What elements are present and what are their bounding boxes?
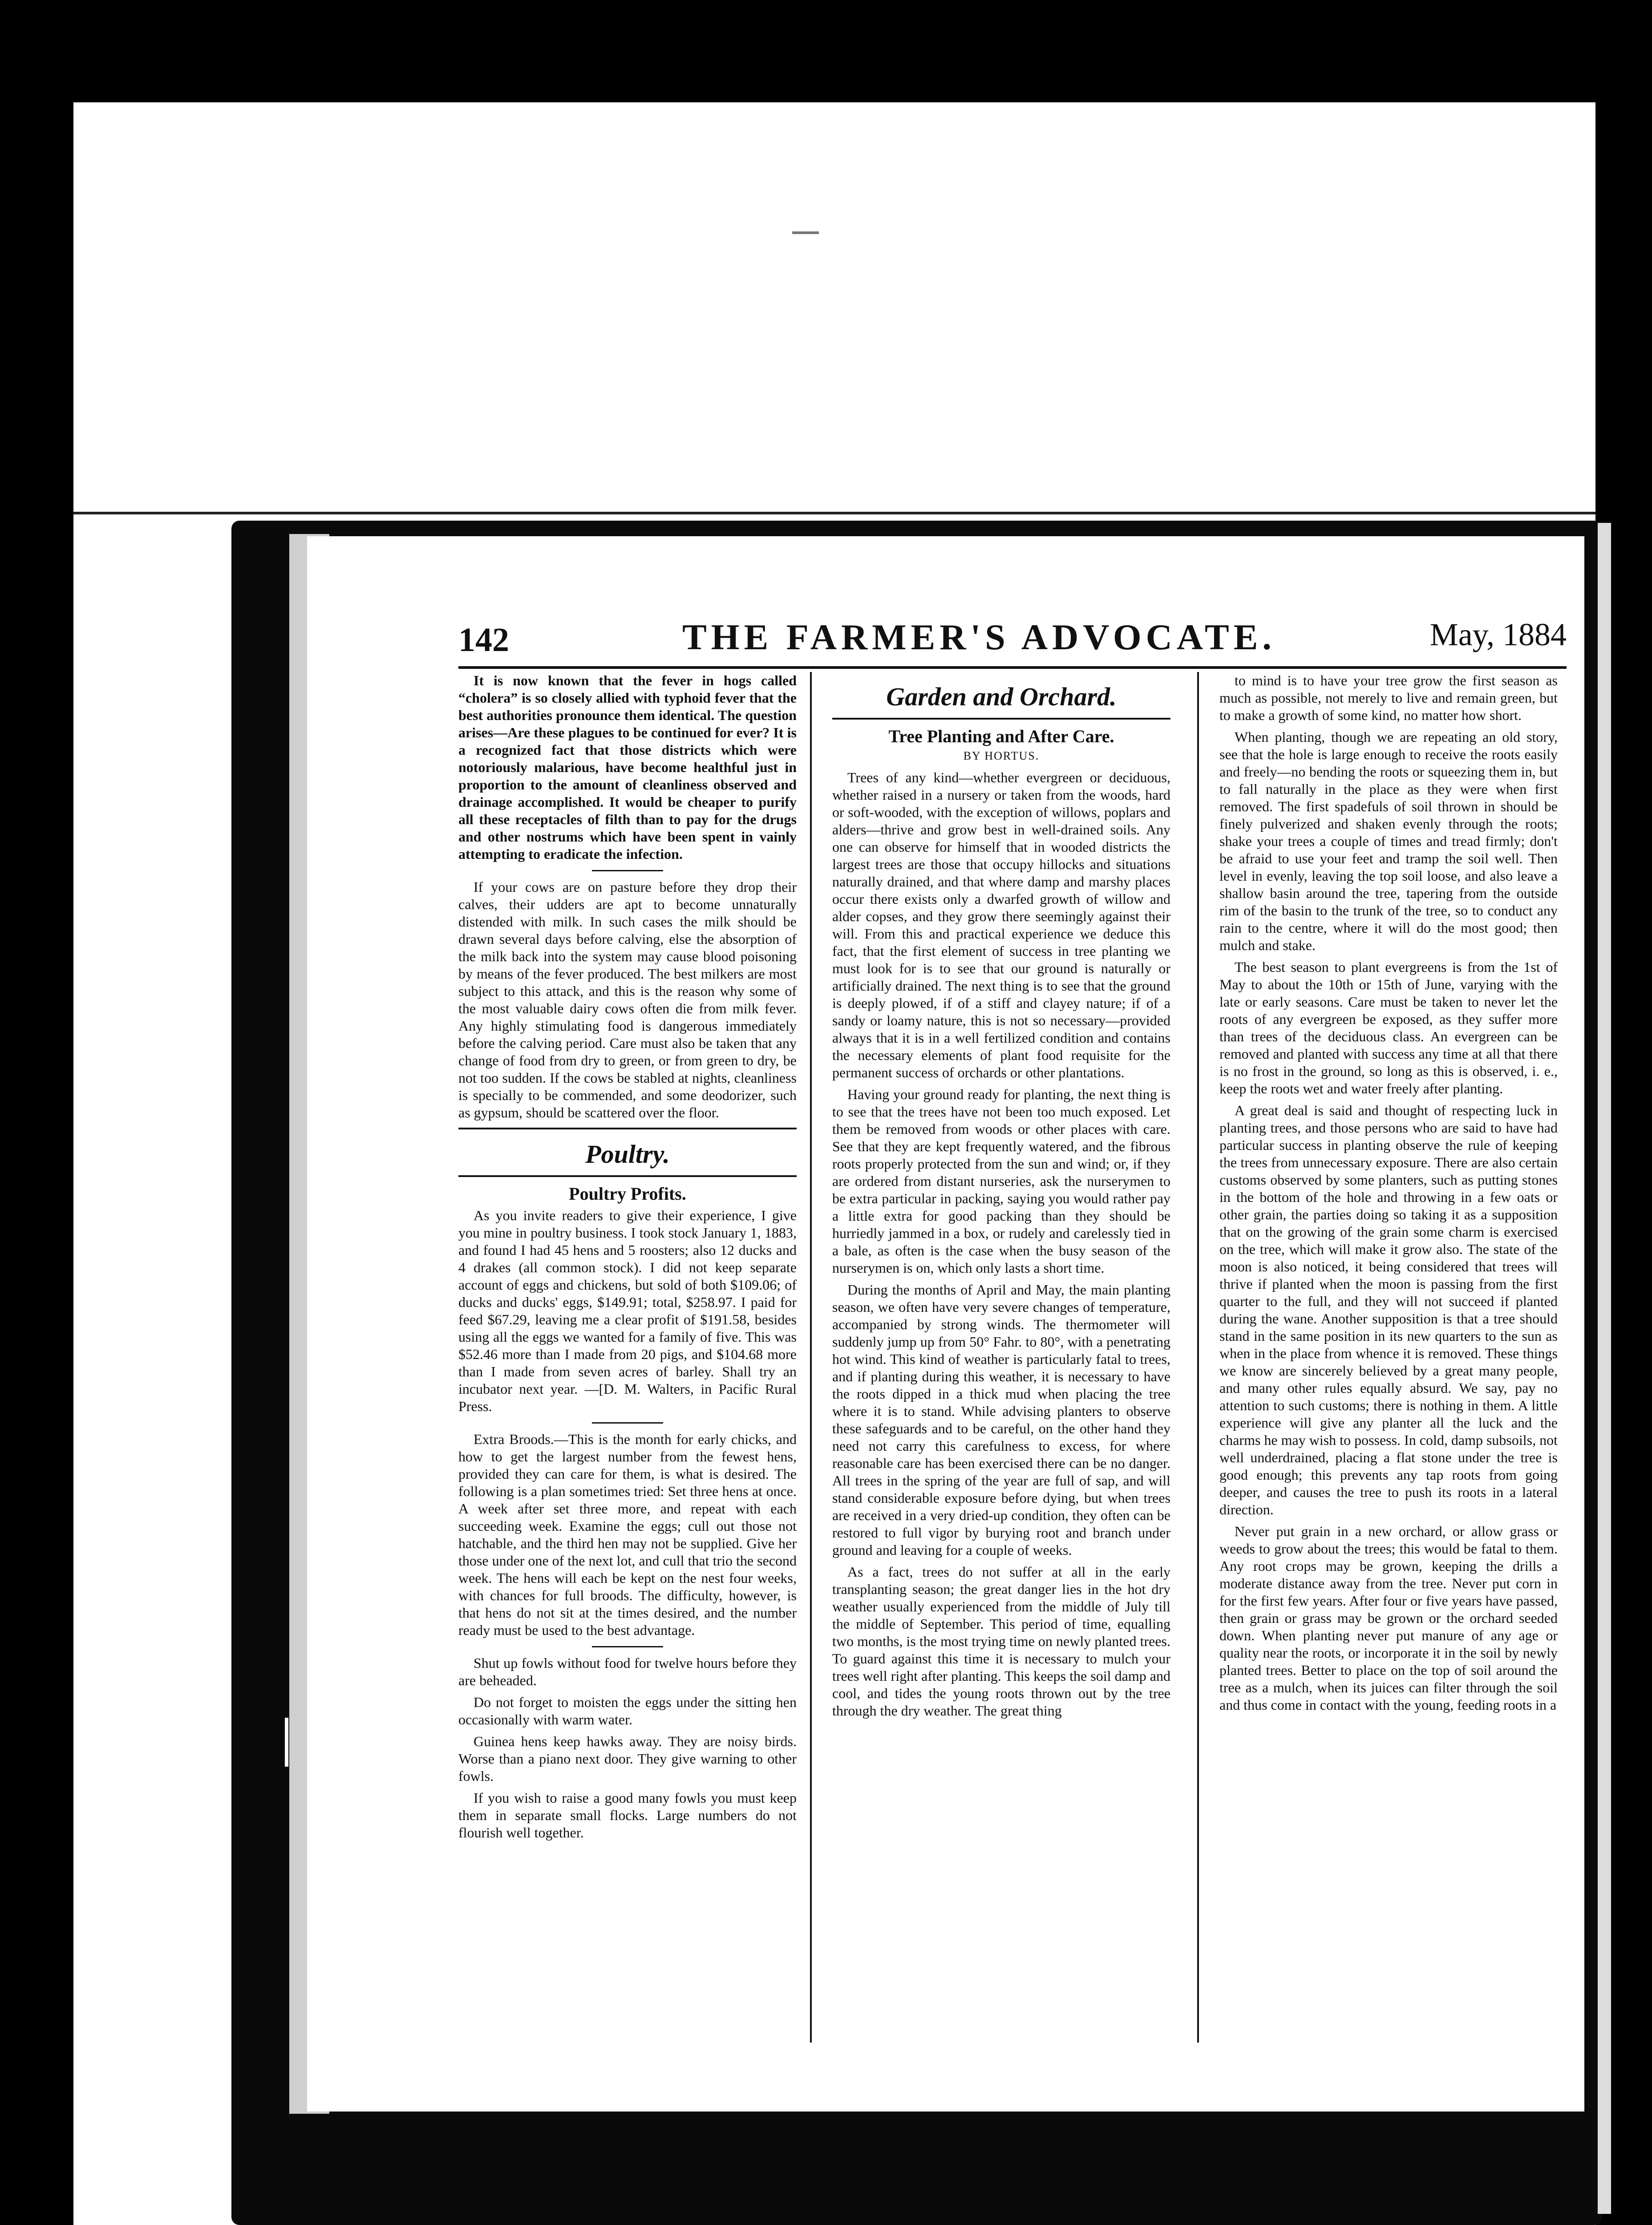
section-heading-poultry: Poultry. <box>585 1140 670 1169</box>
column-2 <box>832 672 1170 2043</box>
divider <box>592 1646 663 1647</box>
paragraph-mulching: As a fact, trees do not suffer at all in the early transplanting season; the great danger lies in the hot dry weather usually experienced from the middle of July till the middle of September. This period of time, equalling two months, is the most trying time on newly planted trees. To guard against this time it is necessary to mulch your trees well right after planting. This keeps the soil damp and cool, and tides the young roots thrown out by the tree through the dry weather. The great thing <box>832 1564 1170 1719</box>
paragraph-moisten-eggs: Do not forget to moisten the eggs under the sitting hen occasionally with warm water. <box>458 1694 797 1727</box>
right-spine <box>1598 523 1611 2214</box>
page-header <box>458 612 1567 661</box>
column-3 <box>1219 672 1558 2043</box>
paragraph-exposure: Having your ground ready for planting, the next thing is to see that the trees have not been too much exposed. Let them be removed from woods or other places with care. See that they are kept frequently watered, and the fibrous roots properly protected from the sun and wind; or, if they are ordered from distant nurseries, ask the nurserymen to be extra particular in packing, saying you would rather pay a little extra for good packing than they should be hurriedly jammed in a box, or rudely and carelessly tied in a bale, as often is the case when the busy season of the nurserymen is on, which only lasts a short time. <box>832 1086 1170 1276</box>
newspaper-page <box>307 536 1584 2112</box>
divider <box>592 1422 663 1424</box>
paragraph-small-flocks: If you wish to raise a good many fowls you must keep them in separate small flocks. Large numbers do not flourish well together. <box>458 1790 797 1841</box>
article-title-tree-planting: Tree Planting and After Care. <box>888 726 1114 746</box>
issue-date: May, 1884 <box>1429 617 1567 652</box>
header-rule <box>458 666 1567 669</box>
paragraph-extra-broods: Extra Broods.—This is the month for early chicks, and how to get the largest number from the fewest hens, provided they can care for them, is what is desired. The following is a plan sometimes tried: Set three hens at once. A week after set three more, and repeat with each succeeding week. Examine the eggs; cull out those not hatchable, and the third hen may not be supplied. Give her those under one of the next lot, and cull that trio the second week. The hens will each be kept on the nest four weeks, with chances for full broods. The difficulty, however, is that hens do not sit at the times desired, and the number ready must be used to the best advantage. <box>458 1431 797 1638</box>
section-heading-garden-orchard: Garden and Orchard. <box>886 682 1117 711</box>
section-rule <box>458 1175 797 1177</box>
paragraph-milk-fever: If your cows are on pasture before they drop their calves, their udders are apt to become unnaturally distended with milk. In such cases the milk should be drawn several days before calving, else the absorption of the milk back into the system may cause blood poisoning by means of the fever produced. The best milkers are most subject to this attack, and this is the reason why some of the most valuable dairy cows often die from milk fever. Any highly stimulating food is dangerous immediately before the calving period. Care must also be taken that any change of food from dry to green, or from green to dry, be not too sudden. If the cows be stabled at nights, cleanliness is specially to be commended, and some deodorizer, such as gypsum, should be scattered over the floor. <box>458 879 797 1121</box>
section-rule <box>832 718 1170 720</box>
section-rule <box>458 1128 797 1129</box>
paragraph-guinea-hens: Guinea hens keep hawks away. They are noisy birds. Worse than a piano next door. They give warning to other fowls. <box>458 1733 797 1784</box>
divider <box>592 870 663 871</box>
article-title-poultry-profits: Poultry Profits. <box>569 1184 686 1204</box>
paragraph-shut-up-fowls: Shut up fowls without food for twelve hours before they are beheaded. <box>458 1655 797 1688</box>
paragraph-new-orchard: Never put grain in a new orchard, or allow grass or weeds to grow about the trees; this would be fatal to them. Any root crops may be grown, keeping the drills a moderate distance away from the tree. Never put corn in for the first few years. After four or five years have passed, then grain or grass may be grown or the orchard seeded down. When planting never put manure of any age or quality near the roots, or incorporate it in the soil by newly planted trees. Better to place on the top of soil around the tree as a mulch, when its juices can filter through the soil and thus come in contact with the young, feeding roots in a <box>1219 1523 1558 1713</box>
paragraph-poultry-profits: As you invite readers to give their experience, I give you mine in poultry business. I took stock January 1, 1883, and found I had 45 hens and 5 roosters; also 12 ducks and 4 drakes (all common stock). I did not keep separate account of eggs and chickens, but sold of both $109.06; of ducks and ducks' eggs, $149.91; total, $258.97. I paid for feed $67.29, leaving me a clear profit of $191.58, besides using all the eggs we wanted for a family of five. This was $52.46 more than I made from 20 pigs, and $104.68 more than I made from seven acres of barley. Shall try an incubator next year. —[D. M. Walters, in Pacific Rural Press. <box>458 1207 797 1414</box>
paragraph-first-season: to mind is to have your tree grow the first season as much as possible, not merely to live and remain green, but to make a growth of some kind, no matter how short. <box>1219 672 1558 723</box>
paragraph-luck-in-planting: A great deal is said and thought of respecting luck in planting trees, and those persons who are said to have had particular success in planting observe the rule of keeping the trees from unnecessary exposure. There are also certain customs observed by some planters, such as putting stones in the bottom of the hole and throwing in a few oats or other grain, the parties doing so taking it as a supposition that on the growing of the grain some charm is exercised on the tree, which will make it grow also. The state of the moon is also noticed, it being considered that trees will thrive if planted when the moon is passing from the first quarter to the full, and they will not succeed if planted during the wane. Another supposition is that a tree should stand in the same position in its new quarters to the sun as when in the place from whence it is removed. These things we know are sincerely believed by a great many people, and many other rules equally absurd. We say, pay no attention to such customs; there is nothing in them. A little experience will give any planter all the luck and the charms he may wish to possess. In cold, damp subsoils, not well underdrained, placing a flat stone under the tree is good enough; this prevents any tap roots from going deeper, and causes the tree to push its roots in a lateral direction. <box>1219 1102 1558 1517</box>
masthead: THE FARMER'S ADVOCATE. <box>682 617 1276 657</box>
paragraph-drained-soils: Trees of any kind—whether evergreen or deciduous, whether raised in a nursery or taken from the woods, hard or soft-wooded, with the exception of willows, poplars and alders—thrive and grow best in well-drained soils. Any one can observe for himself that in wooded districts the largest trees are those that occupy hillocks and situations naturally drained, and that where damp and marshy places occur there exists only a dwarfed growth of willow and alder copses, and they grow there seemingly against their will. From this and practical experience we deduce this fact, that the first element of success in tree planting we must look for is to see that our ground is naturally or artificially drained. The next thing is to see that the ground is deeply plowed, if of a stiff and clayey nature; if of a sandy or loamy nature, this is not so necessary—provided always that it is in a well fertilized condition and contains the necessary elements of plant food requisite for the permanent success of orchards or other plantations. <box>832 769 1170 1080</box>
column-1 <box>458 672 797 2043</box>
column-rule-2 <box>1197 672 1199 2043</box>
margin-notch <box>285 1718 288 1767</box>
page-number: 142 <box>458 621 509 659</box>
column-rule-1 <box>810 672 812 2043</box>
byline: BY HORTUS. <box>963 749 1040 762</box>
top-mark <box>792 231 819 234</box>
paragraph-temperature: During the months of April and May, the main planting season, we often have very severe changes of temperature, accompanied by strong winds. The thermometer will suddenly jump up from 50° Fahr. to 80°, with a penetrating hot wind. This kind of weather is particularly fatal to trees, and if planting during this weather, it is necessary to have the roots dipped in a thick mud when placing the tree where it is to stand. While advising planters to observe these safeguards and to be careful, on the other hand they need not carry this carefulness to excess, for where reasonable care has been exercised there can be no danger. All trees in the spring of the year are full of sap, and will stand considerable exposure before dying, but when trees are received in a very dried-up condition, they often can be restored to full vigor by burying root and branch under ground and leaving for a couple of weeks. <box>832 1282 1170 1558</box>
paragraph-evergreens: The best season to plant evergreens is from the 1st of May to about the 10th or 15th of June, varying with the late or early seasons. Care must be taken to never let the roots of any evergreen be exposed, as they suffer more than trees of the deciduous class. An evergreen can be removed and planted with success any time at all that there is no frost in the ground, so long as this is observed, i. e., keep the roots wet and water freely after planting. <box>1219 959 1558 1096</box>
paragraph-hog-cholera: It is now known that the fever in hogs called “cholera” is so closely allied with typhoid fever that the best authorities pronounce them identical. The question arises—Are these plagues to be continued for ever? It is a recognized fact that those districts which were notoriously malarious, have become healthful just in proportion to the amount of cleanliness observed and drainage accomplished. It would be cheaper to purify all these receptacles of filth than to pay for the drugs and other nostrums which have been spent in vainly attempting to eradicate the infection. <box>458 672 797 862</box>
binding-edge <box>73 512 1595 514</box>
paragraph-when-planting: When planting, though we are repeating an old story, see that the hole is large enough to receive the roots easily and freely—no bending the roots or squeezing them in, but to fall naturally in the place as they were when first removed. The first spadefuls of soil thrown in should be finely pulverized and shaken evenly through the roots; shake your trees a couple of times and tread firmly; don't be afraid to use your feet and tramp the soil well. Then level in evenly, leaving the top soil loose, and also leave a shallow basin around the tree, tapering from the outside rim of the basin to the trunk of the tree, so to conduct any rain to the centre, where it will do the most good; then mulch and stake. <box>1219 729 1558 953</box>
